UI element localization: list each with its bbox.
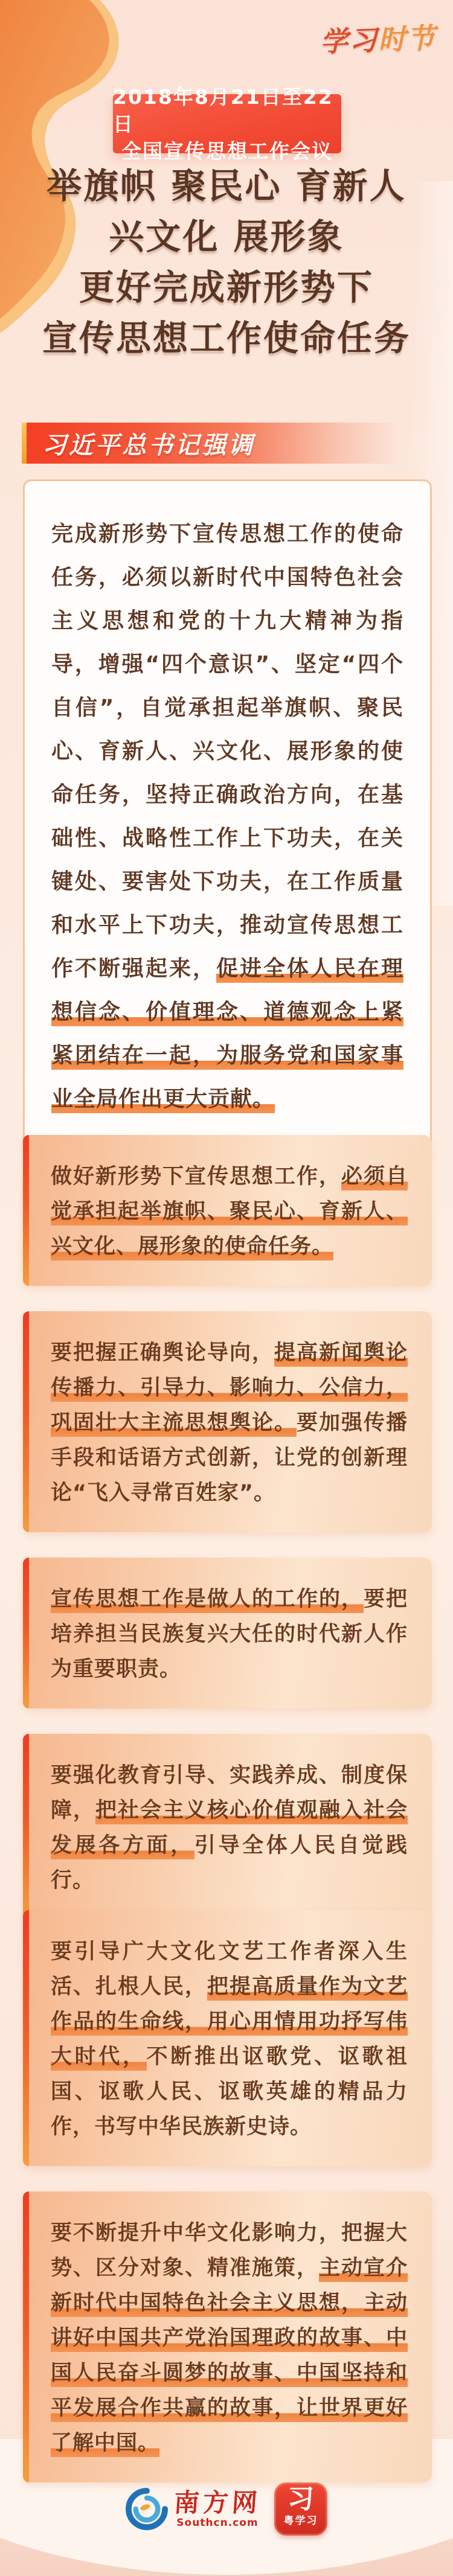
southcn-name: 南方网 (173, 2488, 262, 2517)
title-line-2: 兴文化 展形象 (109, 216, 344, 257)
quote-card-4 (23, 1558, 432, 1708)
highlighted-text: 主动宣介新时代中国特色社会主义思想，主动讲好中国共产党治国理政的故事、中国人民奋斗圆梦的故事、中国坚持和平发展合作共赢的故事，让世界更好了解中国。 (51, 2256, 408, 2457)
card-accent-bar (23, 1311, 29, 1532)
highlighted-text: 把社会主义核心价值观融入社会发展各方面， (51, 1798, 408, 1859)
logo-part-red: 学习 (320, 24, 379, 59)
card-accent-bar (23, 1558, 29, 1708)
highlighted-text: 必须自觉承担起举旗帜、聚民心、育新人、兴文化、展形象的使命任务。 (51, 1165, 408, 1261)
highlighted-text: 宣传思想工作是做人的工作的， (51, 1587, 364, 1613)
southcn-text (174, 2489, 261, 2529)
quote-card-1 (23, 479, 432, 1151)
card-accent-bar (23, 1734, 29, 1920)
title-line-3: 更好完成新形势下 (79, 267, 374, 308)
card-accent-bar (23, 1135, 29, 1286)
quote-text-2 (51, 1159, 408, 1264)
card-accent-bar (23, 2191, 29, 2482)
gold-accent-bar (22, 423, 27, 464)
yuexuexi-app-icon (274, 2482, 327, 2536)
quote-text-7 (51, 2216, 408, 2461)
quote-text-3 (51, 1335, 408, 1510)
quote-card-3 (23, 1311, 432, 1532)
card-accent-bar (23, 1910, 29, 2166)
title-line-4: 宣传思想工作使命任务 (42, 318, 411, 359)
badge-ribbon (27, 423, 413, 464)
footer-logos (0, 2482, 453, 2536)
swirl-orange-stroke (140, 2503, 151, 2511)
xuexi-shijie-logo (320, 16, 437, 60)
quote-card-7 (23, 2191, 432, 2482)
plain-text: 引导全体人民自觉践行。 (51, 1833, 408, 1893)
main-title (0, 161, 453, 363)
speaker-badge (22, 423, 413, 464)
plain-text: 要加强传播手段和话语方式创新，让党的创新理论“飞入寻常百姓家”。 (51, 1411, 408, 1505)
quote-text-4 (51, 1582, 408, 1687)
plain-text: 要引导广大文化文艺工作者深入生活、扎根人民， (51, 1940, 408, 1999)
quote-card-5 (23, 1734, 432, 1920)
highlighted-text: 提高新闻舆论传播力、引导力、影响力、公信力，巩固壮大主流思想舆论。 (51, 1341, 408, 1437)
plain-text: 要强化教育引导、实践养成、制度保障， (51, 1763, 408, 1823)
quote-text-1 (51, 513, 403, 1121)
banner-date-line: 2018年8月21日至22日 (113, 85, 333, 136)
highlighted-text: 促进全体人民在理想信念、价值理念、道德观念上紧紧团结在一起，为服务党和国家事业全局作出更大贡献。 (51, 956, 403, 1113)
title-line-1: 举旗帜 聚民心 育新人 (47, 165, 406, 206)
app-name: 粤学习 (283, 2515, 318, 2527)
date-banner (113, 85, 341, 163)
badge-label: 习近平总书记强调 (42, 431, 255, 459)
quote-text-6 (51, 1934, 408, 2144)
plain-text: 要不断提升中华文化影响力，把握大势、区分对象、精准施策， (51, 2221, 408, 2280)
quote-card-6 (23, 1910, 432, 2166)
banner-event-line: 全国宣传思想工作会议 (121, 139, 333, 163)
highlighted-text: 把提高质量作为文艺作品的生命线，用心用情用功抒写伟大时代， (51, 1975, 408, 2071)
logo-part-orange: 时节 (378, 21, 437, 56)
quote-text-5 (51, 1758, 408, 1898)
app-glyph: 习 (288, 2484, 314, 2514)
plain-text: 完成新形势下宣传思想工作的使命任务，必须以新时代中国特色社会主义思想和党的十九大精神为指导，增强“四个意识”、坚定“四个自信”，自觉承担起举旗帜、聚民心、育新人、兴文化、展形象的使命任务，坚持正确政治方向，在基础性、战略性工作上下功夫，在关键处、要害处下功夫，在工作质量和水平上下功夫，推动宣传思想工作不断强起来， (51, 522, 403, 981)
southcn-swirl-icon (126, 2488, 168, 2530)
plain-text: 不断推出讴歌党、讴歌祖国、讴歌人民、讴歌英雄的精品力作，书写中华民族新史诗。 (51, 2045, 408, 2139)
plain-text: 做好新形势下宣传思想工作， (51, 1165, 341, 1189)
plain-text: 要把培养担当民族复兴大任的时代新人作为重要职责。 (51, 1587, 408, 1681)
southcn-domain: Southcn.com (176, 2517, 259, 2529)
plain-text: 要把握正确舆论导向， (51, 1341, 274, 1365)
southcn-logo (126, 2488, 261, 2530)
quote-card-2 (23, 1135, 432, 1286)
